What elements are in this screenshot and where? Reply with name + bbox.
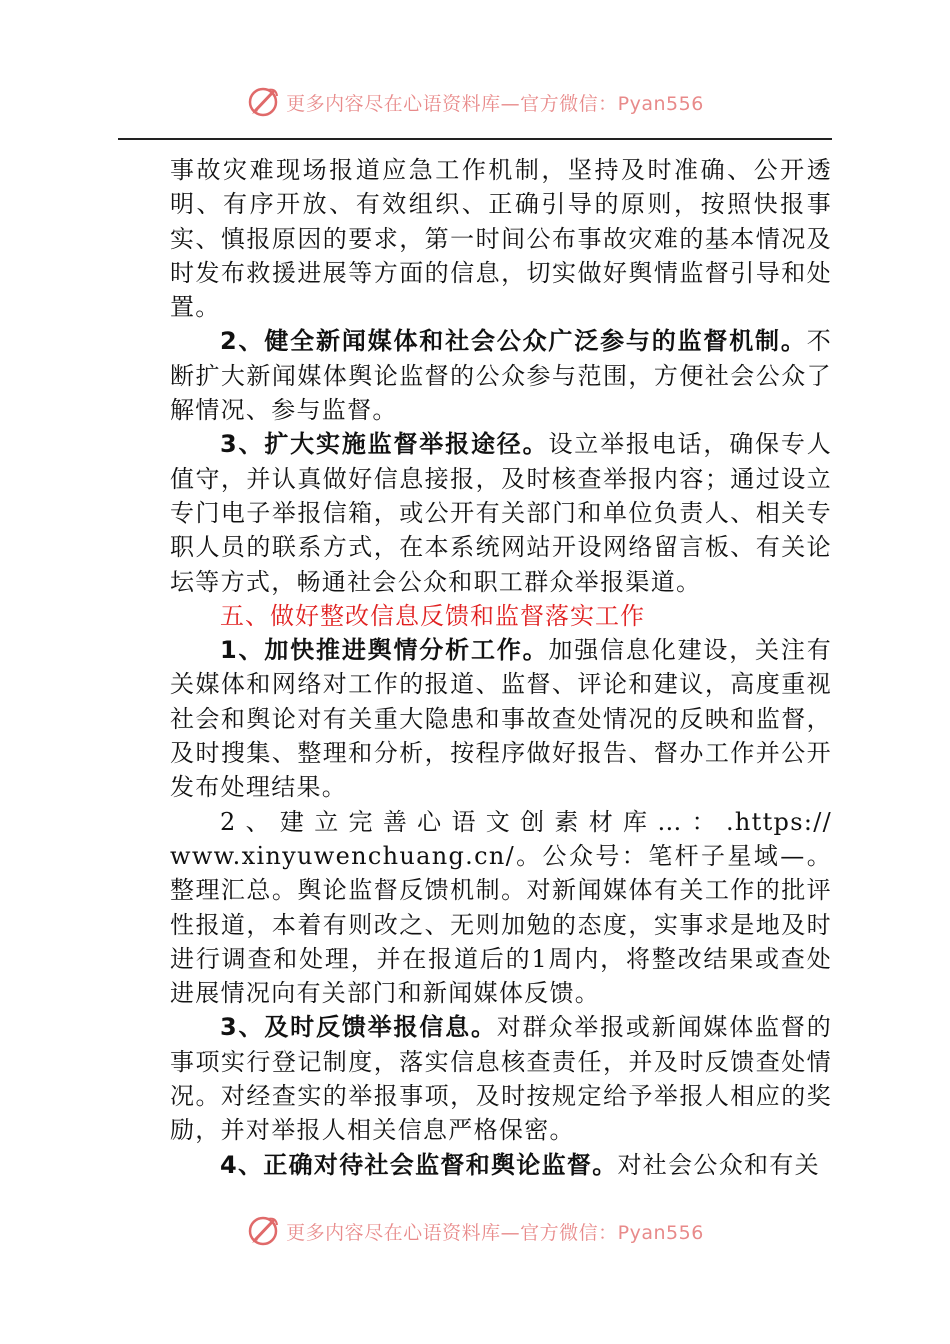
paragraph-report-channels (170, 427, 832, 598)
paragraph-title: 1、加快推进舆情分析工作。 (220, 636, 549, 665)
paragraph-feedback-mechanism (170, 805, 832, 1011)
header-watermark (0, 82, 950, 122)
pen-circle-logo-icon (246, 1213, 282, 1249)
paragraph-text: 设立举报电话，确保专人值守，并认真做好信息接报，及时核查举报内容；通过设立专门电子举报信箱，或公开有关部门和单位负责人、相关专职人员的联系方式，在本系统网站开设网络留言板、有关论坛等方式，畅通社会公众和职工群众举报渠道。 (170, 430, 832, 596)
paragraph-text: 加强信息化建设，关注有关媒体和网络对工作的报道、监督、评论和建议，高度重视社会和舆论对有关重大隐患和事故查处情况的反映和监督，及时搜集、整理和分析，按程序做好报告、督办工作并公开发布处理结果。 (170, 636, 832, 802)
paragraph-text: www.xinyuwenchuang.cn/。公众号：笔杆子星域—。整理汇总。舆论监督反馈机制。对新闻媒体有关工作的批评性报道，本着有则改之、无则加勉的态度，实事求是地及时进行调查和处理，并在报道后的1周内，将整改结果或查处进展情况向有关部门和新闻媒体反馈。 (170, 841, 832, 1008)
paragraph-social-supervision (170, 1148, 832, 1182)
paragraph-report-feedback (170, 1010, 832, 1147)
header-divider (118, 138, 832, 140)
footer-watermark (0, 1211, 950, 1251)
paragraph-continuation (170, 153, 832, 324)
document-body (170, 153, 832, 1182)
footer-watermark-text: 更多内容尽在心语资料库—官方微信：Pyan556 (286, 1221, 704, 1244)
paragraph-title: 4、正确对待社会监督和舆论监督。 (220, 1150, 618, 1179)
paragraph-title: 3、扩大实施监督举报途径。 (220, 430, 549, 459)
pen-circle-logo-icon (246, 84, 282, 120)
section-heading: 五、做好整改信息反馈和监督落实工作 (220, 601, 645, 630)
paragraph-title: 2、健全新闻媒体和社会公众广泛参与的监督机制。 (220, 327, 807, 356)
paragraph-opinion-analysis (170, 633, 832, 804)
paragraph-media-supervision (170, 324, 832, 427)
paragraph-first-line: 2、建立完善心语文创素材库…：.https:// (220, 807, 832, 836)
header-watermark-text: 更多内容尽在心语资料库—官方微信：Pyan556 (286, 92, 704, 115)
paragraph-text: 对社会公众和有关 (617, 1150, 820, 1179)
paragraph-text: 对群众举报或新闻媒体监督的事项实行登记制度，落实信息核查责任，并及时反馈查处情况。对经查实的举报事项，及时按规定给予举报人相应的奖励，并对举报人相关信息严格保密。 (170, 1013, 833, 1145)
paragraph-text: 不断扩大新闻媒体舆论监督的公众参与范围，方便社会公众了解情况、参与监督。 (170, 327, 832, 425)
paragraph-title: 3、及时反馈举报信息。 (220, 1013, 497, 1042)
paragraph-text: 事故灾难现场报道应急工作机制，坚持及时准确、公开透明、有序开放、有效组织、正确引导的原则，按照快报事实、慎报原因的要求，第一时间公布事故灾难的基本情况及时发布救援进展等方面的信息，切实做好舆情监督引导和处置。 (170, 156, 832, 322)
